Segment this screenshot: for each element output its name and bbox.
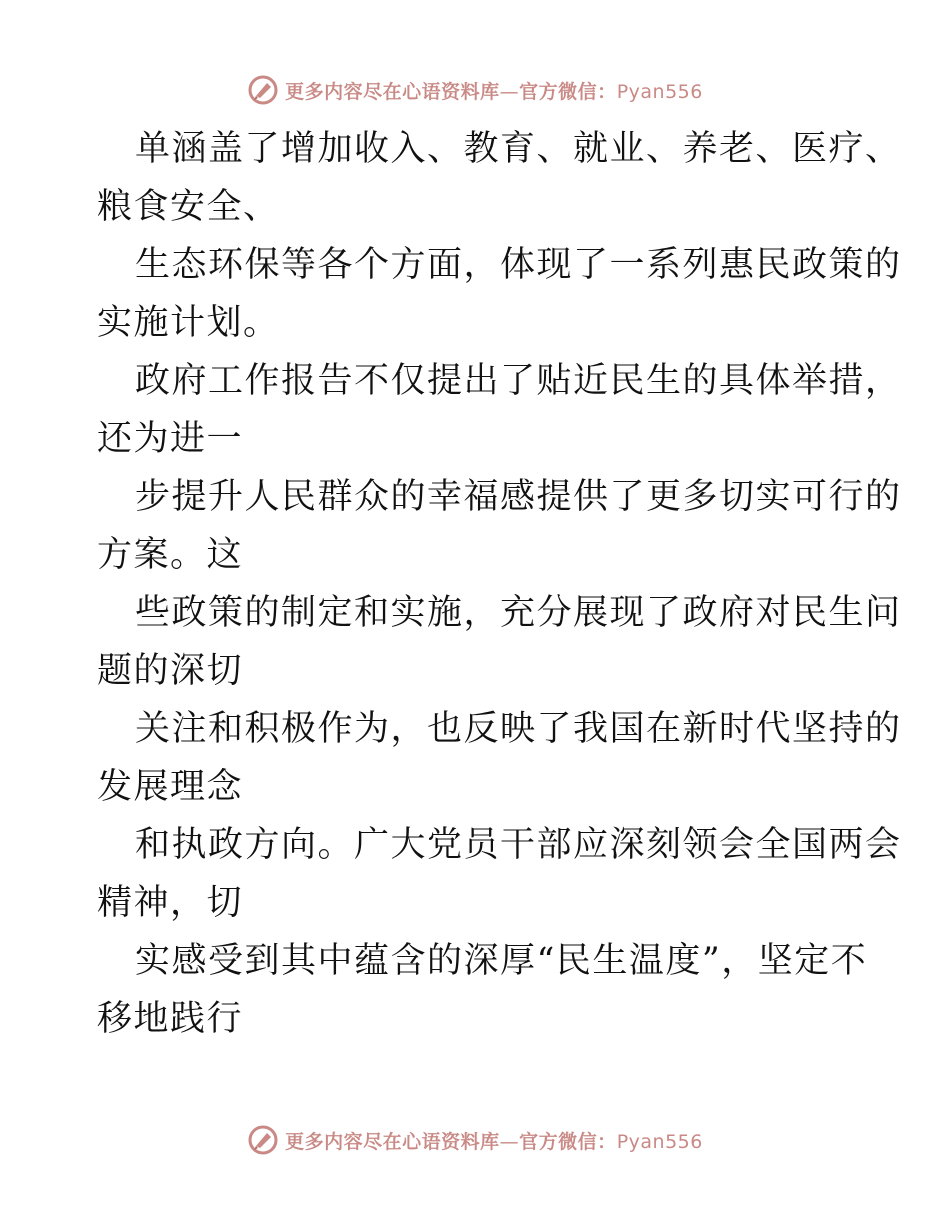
- pen-logo-icon: [247, 74, 279, 106]
- text-line: 精神，切: [97, 883, 244, 923]
- text-line: 实施计划。: [97, 303, 280, 343]
- text-line: 单涵盖了增加收入、教育、就业、养老、医疗、: [135, 129, 902, 169]
- text-line: 移地践行: [97, 999, 244, 1039]
- watermark-dash: —: [499, 1130, 520, 1153]
- header-watermark: [0, 70, 950, 110]
- text-line: 方案。这: [97, 535, 244, 575]
- text-line: 生态环保等各个方面，体现了一系列惠民政策的: [135, 245, 902, 285]
- watermark-main: 更多内容尽在心语资料库: [285, 1130, 500, 1153]
- watermark-handle: Pyan556: [616, 1130, 703, 1153]
- text-line: 和执政方向。广大党员干部应深刻领会全国两会: [135, 825, 902, 865]
- watermark-dash: —: [499, 80, 520, 103]
- text-line: 政府工作报告不仅提出了贴近民生的具体举措，: [135, 361, 902, 401]
- watermark-suffix: 官方微信：: [519, 1130, 617, 1153]
- text-line: 粮食安全、: [97, 187, 280, 227]
- watermark-main: 更多内容尽在心语资料库: [285, 80, 500, 103]
- text-line: 关注和积极作为，也反映了我国在新时代坚持的: [135, 709, 902, 749]
- footer-watermark: [0, 1120, 950, 1160]
- text-line: 发展理念: [97, 767, 244, 807]
- watermark-text: [285, 77, 703, 104]
- watermark-handle: Pyan556: [616, 80, 703, 103]
- pen-logo-icon: [247, 1124, 279, 1156]
- text-line: 实感受到其中蕴含的深厚“民生温度”，坚定不: [135, 941, 868, 981]
- watermark-suffix: 官方微信：: [519, 80, 617, 103]
- document-body: [97, 120, 902, 1048]
- text-line: 题的深切: [97, 651, 244, 691]
- text-line: 些政策的制定和实施，充分展现了政府对民生问: [135, 593, 902, 633]
- watermark-text: [285, 1127, 703, 1154]
- text-line: 还为进一: [97, 419, 244, 459]
- text-line: 步提升人民群众的幸福感提供了更多切实可行的: [135, 477, 902, 517]
